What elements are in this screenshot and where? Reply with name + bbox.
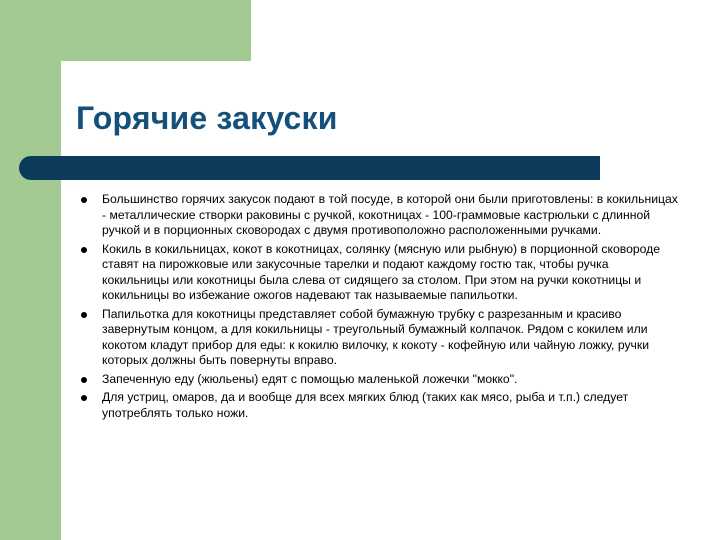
bullet-text: Папильотка для кокотницы представляет собой бумажную трубку с разрезанным и красиво завернутым концом, а для кокильницы - треугольный бумажный колпачок. Рядом с кокилем или кокотом кладут прибор для еды: к кокилю вилочку, к кокоту - кофейную или чайную ложку, ручки которых должны быть повернуты вправо.: [102, 306, 650, 367]
bullet-item: [78, 242, 678, 304]
green-top-band: [0, 0, 251, 61]
bullet-text: Большинство горячих закусок подают в той посуде, в которой они были приготовлены: в кокильницах - металлические створки раковины с ручкой, кокотницах - 100-граммовые кастрюльки с длинной ручкой и в порционных сковородах с двумя противоположно расположенными ручками.: [102, 192, 678, 237]
bullet-text: Запеченную еду (жюльены) едят с помощью маленькой ложечки "мокко".: [102, 371, 518, 386]
bullet-list: [78, 192, 678, 424]
green-side-band: [0, 0, 61, 540]
bullet-text: Кокиль в кокильницах, кокот в кокотницах, солянку (мясную или рыбную) в порционной сковороде ставят на пирожковые или закусочные тарелки и подают каждому гостю так, чтобы ручка кокильницы или кокотницы была слева от сидящего за столом. При этом на ручки кокотницы и кокильницы во избежание ожогов надевают так называемые папильотки.: [102, 241, 661, 302]
bullet-dot-icon: [81, 395, 87, 401]
slide-title: Горячие закуски: [76, 100, 338, 136]
bullet-text: Для устриц, омаров, да и вообще для всех мягких блюд (таких как мясо, рыба и т.п.) следует употреблять только ножи.: [102, 390, 629, 420]
bullet-dot-icon: [81, 377, 87, 383]
bullet-item: [78, 390, 678, 421]
bullet-item: [78, 192, 678, 239]
bullet-dot-icon: [81, 247, 87, 253]
bullet-item: [78, 307, 678, 369]
title-underline-bar: [19, 156, 600, 180]
bullet-dot-icon: [81, 312, 87, 318]
bullet-item: [78, 372, 678, 388]
bullet-dot-icon: [81, 197, 87, 203]
